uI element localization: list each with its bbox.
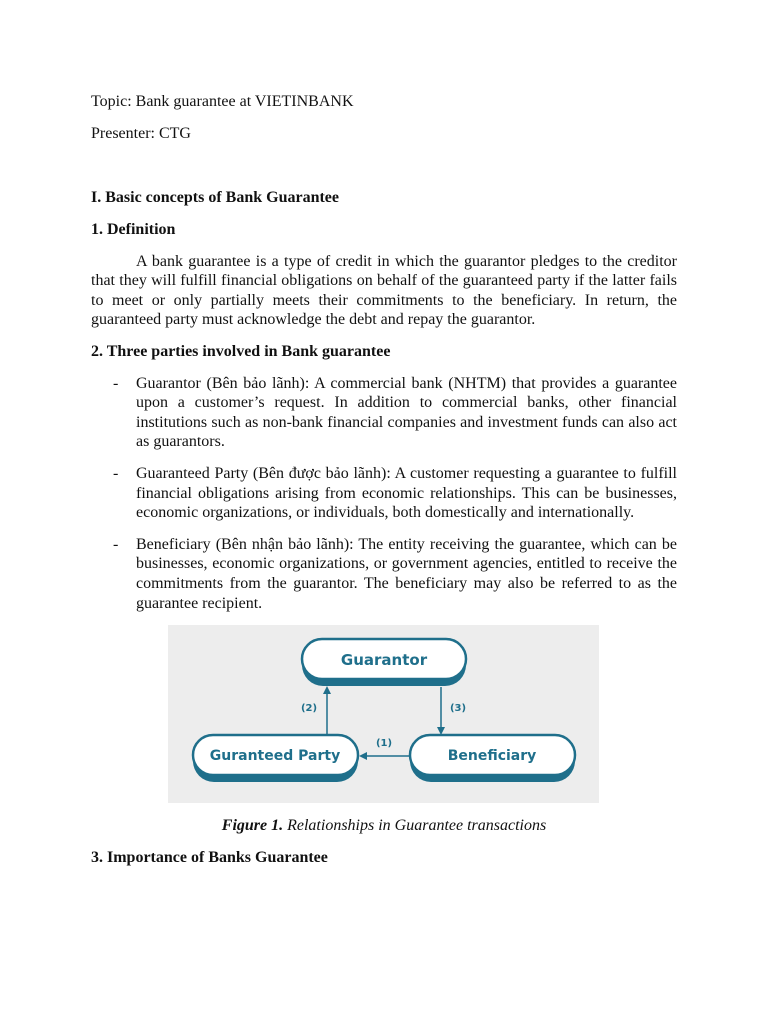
guarantee-diagram <box>168 625 599 803</box>
arrow-three-label: (3) <box>449 703 467 715</box>
definition-heading: 1. Definition <box>91 221 176 238</box>
importance-heading: 3. Importance of Banks Guarantee <box>91 849 328 867</box>
parties-list <box>91 374 677 614</box>
list-item <box>91 464 677 523</box>
diagram-svg <box>168 625 599 803</box>
guarantor-node <box>302 639 466 686</box>
arrow-two-label: (2) <box>300 703 318 715</box>
beneficiary-node <box>410 735 575 782</box>
figure-caption-text: Relationships in Guarantee transactions <box>283 817 547 835</box>
bullet-dash: - <box>113 535 119 553</box>
definition-paragraph: A bank guarantee is a type of credit in which the guarantor pledges to the creditor that they will fulfill financial obligations on behalf of the guaranteed party if the latter fails to meet or only partially meets their commitments to the beneficiary. In return, the guaranteed party must acknowledge the debt and repay the guarantor. <box>91 253 677 329</box>
parties-heading: 2. Three parties involved in Bank guarantee <box>91 342 391 360</box>
guaranteed-party-label: Guranteed Party <box>209 748 341 765</box>
document-page <box>91 92 677 868</box>
arrow-one-label: (1) <box>375 738 393 750</box>
bullet-dash: - <box>113 465 119 482</box>
list-item-text: Beneficiary (Bên nhận bảo lãnh): The entity receiving the guarantee, which can be businesses, economic organizations, or government agencies, entitled to receive the commitments from the guarantor. The beneficiary may also be referred to as the guarantee recipient. <box>136 535 677 612</box>
list-item <box>91 374 677 452</box>
bullet-dash: - <box>113 374 119 392</box>
list-item-text: Guarantor (Bên bảo lãnh): A commercial bank (NHTM) that provides a guarantee upon a customer’s request. In addition to commercial banks, other financial institutions such as non-bank financial companies and investment funds can also act as guarantors. <box>136 374 677 451</box>
figure-caption <box>91 816 677 836</box>
topic-line: Topic: Bank guarantee at VIETINBANK <box>91 93 354 110</box>
list-item-text: Guaranteed Party (Bên được bảo lãnh): A customer requesting a guarantee to fulfill financial obligations arising from economic relationships. This can be businesses, economic organizations, or individuals, both domestically and internationally. <box>136 465 677 522</box>
figure-caption-number: Figure 1. <box>221 817 284 835</box>
guarantor-label: Guarantor <box>340 651 428 670</box>
guaranteed-party-node <box>193 735 358 782</box>
presenter-line: Presenter: CTG <box>91 125 191 142</box>
section-heading: I. Basic concepts of Bank Guarantee <box>91 189 339 206</box>
list-item <box>91 535 677 613</box>
beneficiary-label: Beneficiary <box>447 748 537 765</box>
